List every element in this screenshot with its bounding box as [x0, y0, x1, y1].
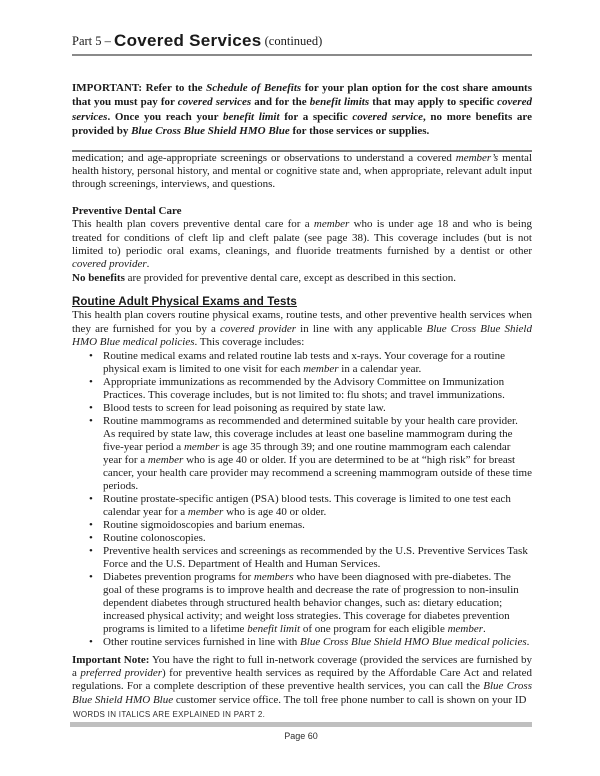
part-label: Part 5 –	[72, 34, 115, 48]
list-item: • Appropriate immunizations as recommended by the Advisory Committee on Immunization Practices. This coverage includes, but is not limited to: flu shots; and travel immunizations.	[72, 376, 532, 402]
continued-label: (continued)	[261, 34, 323, 48]
footer-divider-bar	[70, 722, 532, 727]
list-item: • Routine medical exams and related routine lab tests and x-rays. Your coverage for a routine physical exam is limited to one visit for each member in a calendar year.	[72, 350, 532, 376]
section-heading-preventive-dental-care: Preventive Dental Care	[72, 204, 182, 217]
footer-italics-note: WORDS IN ITALICS ARE EXPLAINED IN PART 2.	[73, 710, 266, 719]
dental-paragraph: This health plan covers preventive dental care for a member who is under age 18 and who is being treated for conditions of cleft lip and cleft palate (see page 38). This coverage includes (but is not limited to) periodic oral exams, cleanings, and fluoride treatments furnished by a dentist or other covered provider.	[72, 218, 532, 271]
list-item: • Diabetes prevention programs for members who have been diagnosed with pre-diabetes. The goal of these programs is to improve health and decrease the rate of progression to non-insulin dependent diabetes through structured health behavior changes, such as: dietary education; increased physical activity; and weight loss strategies. This coverage for diabetes prevention programs is limited to a lifetime benefit limit of one program for each eligible member.	[72, 571, 532, 636]
important-note-paragraph: Important Note: You have the right to full in-network coverage (provided the services are furnished by a preferred provider) for preventive health services as required by the Affordable Care Act and related regulations. For a complete description of these preventive health services, you can call the Blue Cross Blue Shield HMO Blue customer service office. The toll free phone number to call is shown on your ID	[72, 653, 532, 706]
bullet-list	[72, 350, 532, 649]
routine-intro-paragraph: This health plan covers routine physical exams, routine tests, and other preventive health services when they are furnished for you by a covered provider in line with any applicable Blue Cross Blue Shield HMO Blue medical policies. This coverage includes:	[72, 309, 532, 349]
intro-paragraph: medication; and age-appropriate screenings or observations to understand a covered member’s mental health history, personal history, and mental or cognitive state and, when appropriate, relevant adult input through screenings, interviews, and questions.	[72, 151, 532, 191]
list-item: • Preventive health services and screenings as recommended by the U.S. Preventive Services Task Force and the U.S. Department of Health and Human Services.	[72, 545, 532, 571]
page-content	[72, 30, 532, 707]
list-item: • Routine colonoscopies.	[72, 532, 532, 545]
list-item: • Routine mammograms as recommended and determined suitable by your health care provider. As required by state law, this coverage includes at least one baseline mammogram during the five-year period a member is age 35 through 39; and one routine mammogram each calendar year for a member who is age 40 or older. If you are determined to be at “high risk” for breast cancer, your health care provider may recommend a screening mammogram outside of these time periods.	[72, 415, 532, 493]
footer	[70, 710, 532, 741]
section-heading-routine-adult-exams: Routine Adult Physical Exams and Tests	[72, 296, 297, 309]
list-item: • Blood tests to screen for lead poisoning as required by state law.	[72, 402, 532, 415]
list-item: • Routine prostate-specific antigen (PSA) blood tests. This coverage is limited to one test each calendar year for a member who is age 40 or older.	[72, 493, 532, 519]
dental-no-benefits-paragraph: No benefits are provided for preventive dental care, except as described in this section.	[72, 271, 456, 284]
list-item: • Other routine services furnished in line with Blue Cross Blue Shield HMO Blue medical policies.	[72, 636, 532, 649]
page-header	[72, 30, 532, 56]
important-notice: IMPORTANT: Refer to the Schedule of Benefits for your plan option for the cost share amounts that you must pay for covered services and for the benefit limits that may apply to specific covered services. Once you reach your benefit limit for a specific covered service, no more benefits are provided by Blue Cross Blue Shield HMO Blue for those services or supplies.	[72, 82, 532, 138]
page-title: Covered Services	[114, 31, 262, 50]
list-item: • Routine sigmoidoscopies and barium enemas.	[72, 519, 532, 532]
page-number: Page 60	[284, 731, 318, 741]
